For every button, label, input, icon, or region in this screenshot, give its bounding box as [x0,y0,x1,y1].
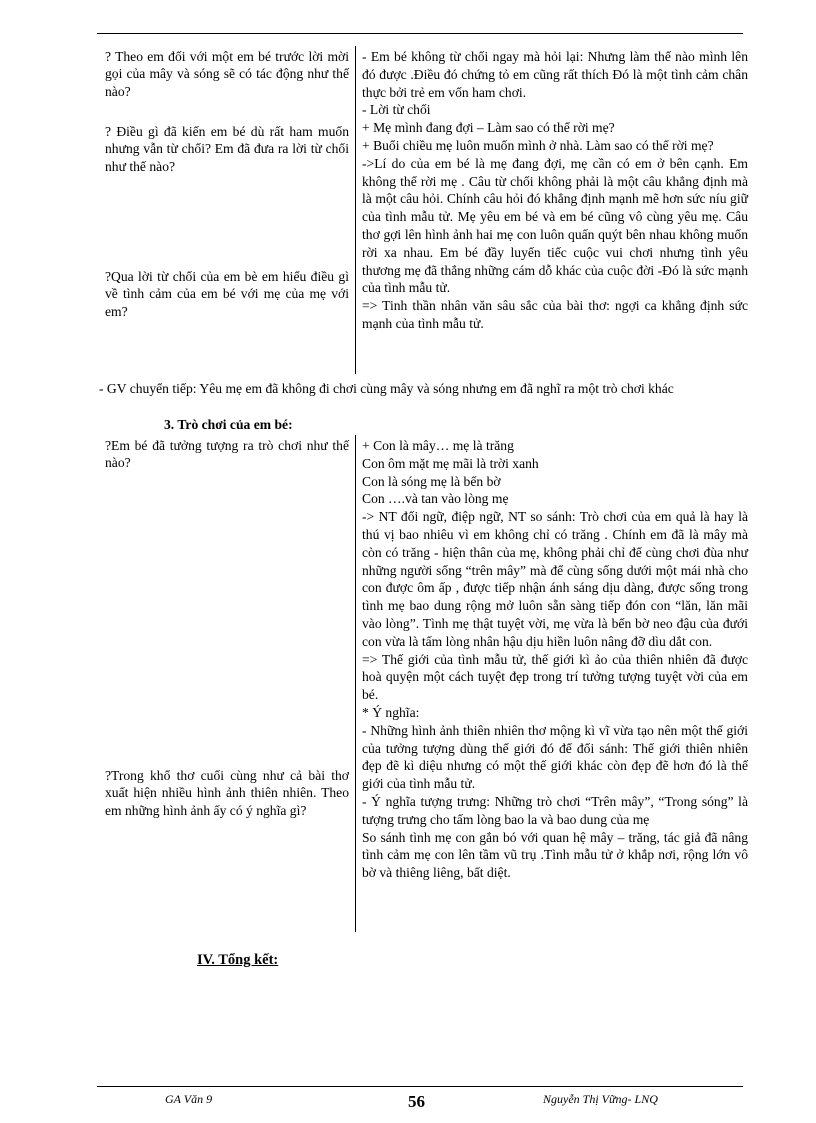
table1-answer-6: => Tinh thần nhân văn sâu sắc của bài thơ: ngợi ca khẳng định sức mạnh của tình mẫu tử. [362,298,748,331]
table2-column-divider [355,435,356,932]
table2-answer-8: - Những hình ảnh thiên nhiên thơ mộng kì vĩ vừa tạo nên một thế giới của tưởng tượng dùng thế giới đó để đối sánh: Thế giới thiên nhiên đẹp đẽ kì diệu nhưng có một thế giới khác còn đẹp đẽ hơn đó là thế giới của tình mẫu tử. [362,722,748,792]
section-3-heading: 3. Trò chơi của em bé: [164,417,293,432]
section-4-heading: IV. Tổng kết: [197,952,279,968]
table2-answer-7: * Ý nghĩa: [362,704,420,720]
table1-answer-5: ->Lí do của em bé là mẹ đang đợi, mẹ cần có em ở bên cạnh. Em không thể rời mẹ . Câu từ chối không phải là một câu khẳng định mà là một câu hỏi. Chính câu hỏi đó khẳng định mạnh mẽ hơn sức níu giữ của tình mẫu tử. Mẹ yêu em bé và em bé cũng vô cùng yêu mẹ. Câu thơ gợi lên hình ảnh hai mẹ con luôn quấn quýt bên nhau không muốn rời xa nhau. Em bé đầy luyến tiếc cuộc vui chơi nhưng tình yêu thương mẹ đã thắng những cám dỗ khác của cuộc đời -Đó là sức mạnh của tình mẫu tử. [362,155,748,296]
transition-paragraph: - GV chuyển tiếp: Yêu mẹ em đã không đi chơi cùng mây và sóng nhưng em đã nghĩ ra một trò chơi khác [99,381,674,396]
table1-answer-3: + Mẹ mình đang đợi – Làm sao có thể rời mẹ? [362,120,615,136]
table1-answer-1: - Em bé không từ chối ngay mà hỏi lại: Nhưng làm thế nào mình lên đó được .Điều đó chứng tỏ em cũng rất thích Đó là một tình cảm chân thực bởi trẻ em vốn ham chơi. [362,49,748,100]
table2-answer-6: => Thế giới của tình mẫu tử, thế giới kì ảo của thiên nhiên đã được hoà quyện một cách tuyệt đẹp trong trí tưởng tượng tuyệt vời của em bé. [362,651,748,703]
table1-question-1: ? Theo em đối với một em bé trước lời mời gọi của mây và sóng sẽ có tác động như thế nào? [105,49,349,99]
footer-left: GA Văn 9 [165,1092,213,1106]
header-rule [97,33,743,34]
page-number: 56 [408,1092,425,1111]
table2-answer-3: Con là sóng mẹ là bến bờ [362,473,501,489]
table1-answer-2: - Lời từ chối [362,102,431,118]
table2-answer-10: So sánh tình mẹ con gắn bó với quan hệ mây – trăng, tác giả đã nâng tình cảm mẹ con lên tầm vũ trụ .Tình mẫu tử ở khắp nơi, rộng lớn vô bờ và thiêng liêng, bất diệt. [362,829,748,881]
table1-question-2: ? Điều gì đã kiến em bé dù rất ham muốn nhưng vẫn từ chối? Em đã đưa ra lời từ chối như thế nào? [105,124,349,174]
table2-answer-9: - Ý nghĩa tượng trưng: Những trò chơi “Trên mây”, “Trong sóng” là tượng trưng cho tấm lòng bao la và bao dung của mẹ [362,793,748,827]
footer-rule [97,1086,743,1087]
table2-answer-column [362,437,748,882]
table1-question-3: ?Qua lời từ chối của em bè em hiểu điều gì về tình cảm của em bé với mẹ của mẹ với em? [105,269,349,319]
footer-right: Nguyễn Thị Vững- LNQ [543,1092,658,1106]
table2-answer-1: + Con là mây… mẹ là trăng [362,438,514,453]
table2-question-1: ?Em bé đã tưởng tượng ra trò chơi như thế nào? [105,438,349,471]
table1-answer-4: + Buổi chiều mẹ luôn muốn mình ở nhà. Làm sao có thể rời mẹ? [362,137,714,153]
table2-answer-4: Con ….và tan vào lòng mẹ [362,491,509,507]
table1-column-divider [355,46,356,374]
table2-answer-5: -> NT đối ngữ, điệp ngữ, NT so sánh: Trò chơi của em quả là hay là thú vị bao nhiêu vì em không chỉ có trăng . Chính em đã là mây mà còn có trăng - hiện thân của mẹ, không phải chỉ để cùng chơi đùa như những người sống “trên mây” mà để cùng sống dưới một mái nhà cho con được ôm ấp , được tiếp nhận ánh sáng dịu dàng, được sống trong tình mẹ bao dung rộng mở luôn sẵn sàng tiếp đón con “lăn, lăn mãi vào lòng”. Tình mẹ thật tuyệt vời, mẹ vừa là bến bờ neo đậu của đưới con vừa là tấm lòng nhân hậu dịu hiền luôn nâng đỡ dìu dắt con. [362,509,748,649]
table1-answer-column [362,48,748,333]
table2-question-2: ?Trong khổ thơ cuối cùng như cả bài thơ xuất hiện nhiều hình ảnh thiên nhiên. Theo em những hình ảnh ấy có ý nghĩa gì? [105,768,349,818]
table2-answer-2: Con ôm mặt mẹ mãi là trời xanh [362,455,539,471]
